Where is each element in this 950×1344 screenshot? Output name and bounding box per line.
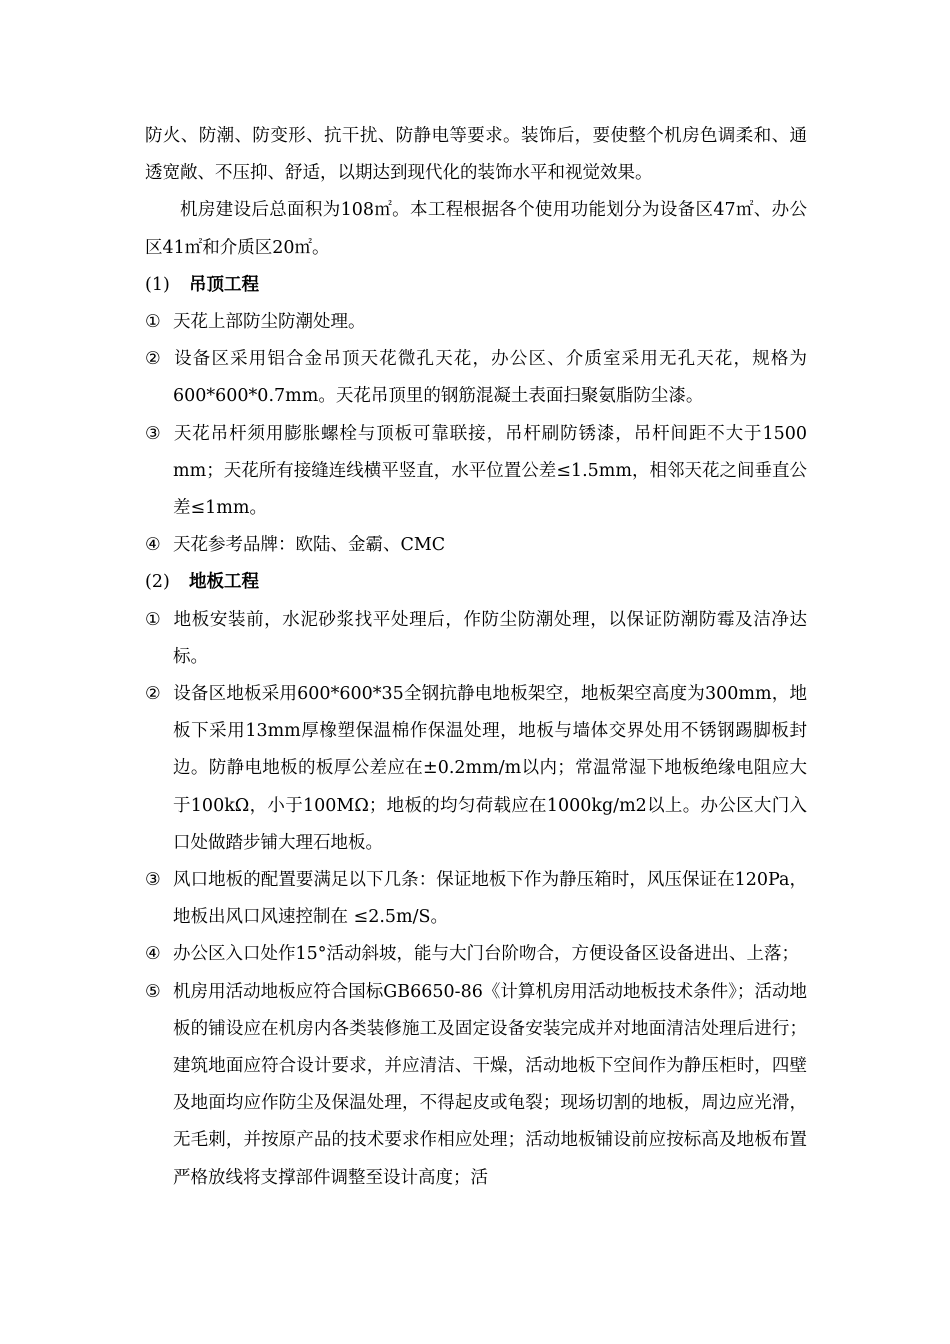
item-marker: ⑤ (145, 981, 161, 1002)
item-marker: ① (145, 312, 161, 333)
list-item (145, 862, 807, 936)
document-body (145, 118, 807, 1197)
item-marker: ③ (145, 870, 161, 891)
item-text: 天花上部防尘防潮处理。 (173, 312, 366, 333)
list-item (145, 676, 807, 862)
item-marker: ② (145, 349, 161, 370)
section-number: (1) (145, 274, 170, 295)
item-marker: ① (145, 609, 161, 630)
item-text: 天花参考品牌：欧陆、金霸、CMC (173, 535, 446, 556)
list-item (145, 602, 807, 676)
list-item (145, 936, 807, 973)
item-text: 设备区地板采用600*600*35全钢抗静电地板架空，地板架空高度为300mm，地板下采用13mm厚橡塑保温棉作保温处理，地板与墙体交界处用不锈钢踢脚板封边。防静电地板的板厚公差应在±0.2mm/m以内；常温常湿下地板绝缘电阻应大于100kΩ，小于100MΩ；地板的均匀荷载应在1000kg/m2以上。办公区大门入口处做踏步铺大理石地板。 (173, 684, 807, 853)
item-text: 风口地板的配置要满足以下几条：保证地板下作为静压箱时，风压保证在120Pa，地板出风口风速控制在 ≤2.5m/S。 (173, 870, 807, 928)
item-marker: ④ (145, 944, 161, 965)
section-heading-ceiling (145, 267, 807, 304)
paragraph-intro: 防火、防潮、防变形、抗干扰、防静电等要求。装饰后，要使整个机房色调柔和、通透宽敞、不压抑、舒适，以期达到现代化的装饰水平和视觉效果。 (145, 126, 807, 184)
section-title: 吊顶工程 (189, 274, 259, 295)
section-heading-floor (145, 564, 807, 601)
list-item (145, 416, 807, 528)
paragraph-area: 机房建设后总面积为108㎡。本工程根据各个使用功能划分为设备区47㎡、办公区41㎡和介质区20㎡。 (145, 200, 807, 258)
list-item (145, 527, 807, 564)
list-item (145, 974, 807, 1197)
item-marker: ② (145, 684, 161, 705)
item-marker: ④ (145, 535, 161, 556)
section-title: 地板工程 (189, 572, 259, 593)
item-text: 天花吊杆须用膨胀螺栓与顶板可靠联接，吊杆刷防锈漆，吊杆间距不大于1500 mm；天花所有接缝连线横平竖直，水平位置公差≤1.5mm，相邻天花之间垂直公差≤1mm。 (173, 423, 807, 519)
section-number: (2) (145, 572, 170, 593)
item-marker: ③ (145, 423, 161, 444)
list-item (145, 304, 807, 341)
item-text: 设备区采用铝合金吊顶天花微孔天花，办公区、介质室采用无孔天花，规格为600*600*0.7mm。天花吊顶里的钢筋混凝土表面扫聚氨脂防尘漆。 (173, 349, 807, 407)
list-item (145, 341, 807, 415)
item-text: 办公区入口处作15°活动斜坡，能与大门台阶吻合，方便设备区设备进出、上落； (173, 944, 800, 965)
item-text: 机房用活动地板应符合国标GB6650-86《计算机房用活动地板技术条件》；活动地板的铺设应在机房内各类装修施工及固定设备安装完成并对地面清洁处理后进行；建筑地面应符合设计要求，并应清洁、干燥，活动地板下空间作为静压柜时，四壁及地面均应作防尘及保温处理，不得起皮或龟裂；现场切割的地板，周边应光滑，无毛刺，并按原产品的技术要求作相应处理；活动地板铺设前应按标高及地板布置严格放线将支撑部件调整至设计高度；活 (173, 981, 807, 1188)
item-text: 地板安装前，水泥砂浆找平处理后，作防尘防潮处理，以保证防潮防霉及洁净达标。 (173, 609, 807, 667)
